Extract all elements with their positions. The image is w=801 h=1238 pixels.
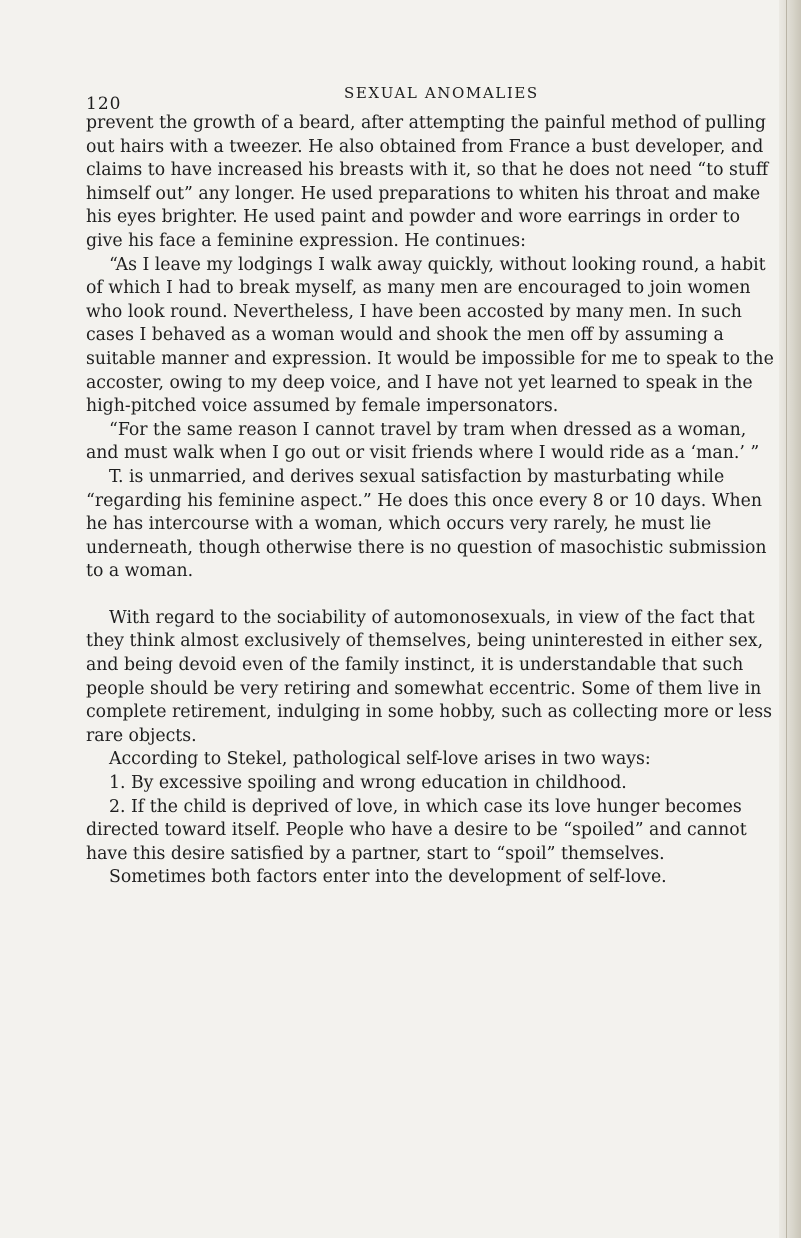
page-header xyxy=(86,84,776,112)
paragraph: T. is unmarried, and derives sexual satisfaction by masturbating while “regarding his feminine aspect.” He does this once every 8 or 10 days. When he has intercourse with a woman, which occurs very rarely, he must lie underneath, though otherwise there is no question of masochistic submission to a woman. xyxy=(86,466,767,582)
paragraph: prevent the growth of a beard, after attempting the painful method of pulling out hairs with a tweezer. He also obtained from France a bust developer, and claims to have increased his breasts with it, so that he does not need “to stuff himself out” any longer. He used preparations to whiten his throat and make his eyes brighter. He used paint and powder and wore earrings in order to give his face a feminine expression. He continues: xyxy=(86,113,769,251)
body-text xyxy=(86,112,776,890)
running-head: SEXUAL ANOMALIES xyxy=(344,84,539,102)
paragraph: “As I leave my lodgings I walk away quickly, without looking round, a habit of which I had to break myself, as many men are encouraged to join women who look round. Nevertheless, I have been accosted by many men. In such cases I behaved as a woman would and shook the men off by assuming a suitable manner and expression. It would be impossible for me to speak to the accoster, owing to my deep voice, and I have not yet learned to speak in the high-pitched voice assumed by female impersonators. xyxy=(86,254,774,417)
list-item: 1. By excessive spoiling and wrong education in childhood. xyxy=(109,773,627,794)
paragraph: With regard to the sociability of automonosexuals, in view of the fact that they think almost exclusively of themselves, being uninterested in either sex, and being devoid even of the family instinct, it is understandable that such people should be very retiring and somewhat eccentric. Some of them live in complete retirement, indulging in some hobby, such as collecting more or less rare objects. xyxy=(86,607,772,746)
list-item: 2. If the child is deprived of love, in which case its love hunger becomes directed toward itself. People who have a desire to be “spoiled” and cannot have this desire satisfied by a partner, start to “spoil” themselves. xyxy=(86,796,747,864)
paragraph: Sometimes both factors enter into the development of self-love. xyxy=(109,867,667,888)
page-edge-line xyxy=(786,0,787,1238)
page-edge-shadow xyxy=(779,0,801,1238)
paragraph: According to Stekel, pathological self-love arises in two ways: xyxy=(109,749,651,770)
paragraph: “For the same reason I cannot travel by tram when dressed as a woman, and must walk when I go out or visit friends where I would ride as a ‘man.’ ” xyxy=(86,419,760,464)
page-number: 120 xyxy=(86,94,122,114)
